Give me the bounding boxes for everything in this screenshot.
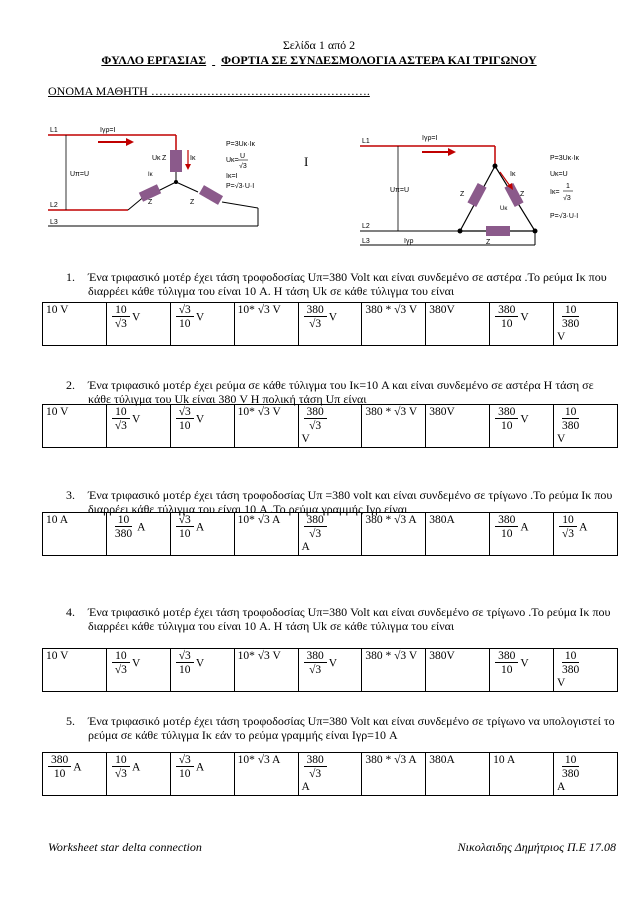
option-fraction: [176, 754, 194, 781]
option-text: 10* √3 A: [237, 754, 281, 766]
footer-left: Worksheet star delta connection: [48, 840, 202, 854]
fraction-numerator: 10: [112, 304, 130, 317]
fraction-numerator: 10: [562, 754, 580, 767]
question-3-text: Ένα τριφασικό μοτέρ έχει τάση τροφοδοσίας Uπ =380 volt και είναι συνδεμένο σε τρίγωνο .Το ρεύμα Iκ που διαρρέει κάθε τύλιγμα του είναι 10 A .Το ρεύμα γραμμής Iγρ είναι: [88, 488, 613, 516]
option-unit: V: [520, 657, 529, 670]
fraction-denominator: 380: [114, 528, 133, 540]
fraction-numerator: 10: [112, 406, 130, 419]
option-unit: V: [131, 311, 141, 324]
question-3-options: [42, 512, 618, 556]
option-unit: A: [520, 521, 529, 534]
option-text: 380V: [429, 406, 455, 418]
delta-l1-label: L1: [362, 138, 370, 145]
delta-up-label: Uπ=U: [390, 187, 410, 194]
fraction-numerator: 380: [304, 406, 327, 419]
option-fraction: [495, 406, 518, 433]
answer-option[interactable]: [170, 753, 234, 796]
fraction-denominator: 10: [501, 420, 513, 432]
answer-option[interactable]: [43, 513, 107, 556]
option-fraction: [559, 304, 582, 331]
answer-option[interactable]: [106, 753, 170, 796]
answer-option[interactable]: [426, 649, 490, 692]
answer-option[interactable]: [106, 303, 170, 346]
option-text: 10* √3 V: [237, 406, 281, 418]
answer-option[interactable]: [426, 753, 490, 796]
fraction-denominator: 10: [501, 664, 513, 676]
option-text: 10 A: [493, 754, 516, 766]
answer-option[interactable]: [170, 303, 234, 346]
answer-option[interactable]: [43, 303, 107, 346]
answer-option[interactable]: [298, 753, 362, 796]
option-fraction: [112, 650, 130, 677]
option-fraction: [176, 304, 194, 331]
option-fraction: [176, 406, 194, 433]
option-unit: V: [557, 677, 566, 689]
fraction-denominator: √3: [309, 768, 322, 780]
option-text: 380 * √3 A: [365, 754, 417, 766]
answer-option[interactable]: [554, 405, 618, 448]
fraction-denominator: 380: [562, 420, 580, 432]
question-4-text: Ένα τριφασικό μοτέρ έχει τάση τροφοδοσίας Uπ=380 Volt και είναι συνδεμένο σε τρίγωνο .Το ρεύμα Iκ που διαρρέει κάθε τύλιγμα του είναι 10 A. Η τάση Uk σε κάθε τύλιγμα του είναι: [88, 605, 611, 633]
option-fraction: [304, 650, 327, 677]
option-fraction: [304, 514, 327, 541]
answer-option[interactable]: [554, 649, 618, 692]
option-unit: V: [520, 311, 529, 324]
fraction-denominator: √3: [309, 664, 322, 676]
svg-text:√3: √3: [563, 195, 571, 202]
option-fraction: [495, 650, 518, 677]
option-unit: A: [301, 541, 310, 553]
question-5-text: Ένα τριφασικό μοτέρ έχει τάση τροφοδοσίας Uπ=380 Volt και είναι συνδεμένο σε τρίγωνο να υπολογιστεί το ρεύμα σε κάθε τύλιγμα Iκ εάν το ρεύμα γραμμής είναι Iγρ=10 A: [88, 714, 615, 742]
answer-option[interactable]: [362, 405, 426, 448]
star-up-label: Uπ=U: [70, 171, 90, 178]
answer-option[interactable]: [106, 405, 170, 448]
option-unit: A: [73, 761, 82, 774]
question-5: 5. Ένα τριφασικό μοτέρ έχει τάση τροφοδοσίας Uπ=380 Volt και είναι συνδεμένο σε τρίγωνο να υπολογιστεί το ρεύμα σε κάθε τύλιγμα Iκ εάν το ρεύμα γραμμής είναι Iγρ=10 A: [66, 714, 615, 742]
delta-z3-label: Z: [486, 239, 491, 246]
option-fraction: [559, 650, 582, 677]
option-unit: V: [328, 657, 338, 670]
fraction-numerator: √3: [176, 304, 194, 317]
option-fraction: [559, 406, 582, 433]
fraction-numerator: √3: [176, 650, 194, 663]
question-4: 4. Ένα τριφασικό μοτέρ έχει τάση τροφοδοσίας Uπ=380 Volt και είναι συνδεμένο σε τρίγωνο .Το ρεύμα Iκ που διαρρέει κάθε τύλιγμα του είναι 10 A. Η τάση Uk σε κάθε τύλιγμα του είναι: [48, 605, 616, 633]
answer-option[interactable]: [490, 405, 554, 448]
option-text: 380V: [429, 304, 455, 316]
option-text: 10 A: [46, 514, 69, 526]
answer-option[interactable]: [490, 649, 554, 692]
option-text: 10 V: [46, 406, 69, 418]
star-ik-label: Iκ: [190, 155, 196, 162]
answer-option[interactable]: [234, 405, 298, 448]
fraction-numerator: 380: [495, 304, 518, 317]
delta-ik-label: Iκ: [510, 171, 516, 178]
answer-option[interactable]: [234, 303, 298, 346]
option-text: 10* √3 A: [237, 514, 281, 526]
fraction-numerator: 380: [304, 304, 327, 317]
question-3: 3. Ένα τριφασικό μοτέρ έχει τάση τροφοδοσίας Uπ =380 volt και είναι συνδεμένο σε τρίγωνο .Το ρεύμα Iκ που διαρρέει κάθε τύλιγμα του είναι 10 A .Το ρεύμα γραμμής Iγρ είναι: [48, 488, 616, 516]
question-1: 1. Ένα τριφασικό μοτέρ έχει τάση τροφοδοσίας Uπ=380 Volt και είναι συνδεμένο σε αστέρα .Το ρεύμα Iκ που διαρρέει κάθε τύλιγμα του είναι 10 A. Η τάση Uk σε κάθε τύλιγμα του είναι: [48, 270, 616, 298]
star-z2-label: Z: [148, 199, 153, 206]
star-uk-label: Uκ: [152, 155, 161, 162]
answer-option[interactable]: [490, 513, 554, 556]
star-ik-small-label: Iκ: [148, 172, 153, 178]
fraction-numerator: 380: [304, 514, 327, 527]
fraction-numerator: 10: [112, 754, 130, 767]
option-text: 380 * √3 V: [365, 406, 418, 418]
option-unit: V: [557, 433, 566, 445]
delta-igr-label: Iγρ: [404, 238, 414, 245]
answer-option[interactable]: [298, 649, 362, 692]
fraction-denominator: 380: [562, 318, 580, 330]
fraction-denominator: 380: [562, 664, 580, 676]
answer-option[interactable]: [362, 303, 426, 346]
fraction-numerator: √3: [176, 514, 194, 527]
option-unit: A: [301, 781, 310, 793]
star-coil-3: [199, 185, 223, 205]
fraction-numerator: 10: [562, 304, 580, 317]
answer-option[interactable]: [170, 649, 234, 692]
fraction-denominator: 10: [179, 768, 191, 780]
svg-text:√3: √3: [239, 163, 247, 170]
option-text: 380V: [429, 650, 455, 662]
answer-option[interactable]: [234, 649, 298, 692]
option-fraction: [304, 304, 327, 331]
answer-option[interactable]: [554, 303, 618, 346]
question-2: 2. Ένα τριφασικό μοτέρ έχει ρεύμα σε κάθε τύλιγμα του Iκ=10 A και είναι συνδεμένο σε αστέρα Η τάση σε κάθε τύλιγμα του Uk είναι 380 V Η πολική τάση Uπ είναι: [48, 378, 616, 406]
answer-option[interactable]: [298, 405, 362, 448]
worksheet-title: [0, 53, 638, 68]
answer-option[interactable]: [170, 513, 234, 556]
option-fraction: [112, 754, 130, 781]
fraction-numerator: 380: [48, 754, 71, 767]
star-line-current-label: Iγρ=I: [100, 127, 116, 134]
option-fraction: [559, 514, 577, 541]
delta-formula-uk: Uκ=U: [550, 171, 568, 178]
option-text: 380A: [429, 754, 455, 766]
option-unit: V: [328, 311, 338, 324]
title-right: ΦΟΡΤΙΑ ΣΕ ΣΥΝΔΕΣΜΟΛΟΓΙΑ ΑΣΤΕΡΑ ΚΑΙ ΤΡΙΓΩΝΟΥ: [221, 53, 537, 67]
question-4-options: [42, 648, 618, 692]
star-formula-uk: Uκ=: [226, 157, 239, 164]
figure-separator: I: [304, 154, 309, 169]
delta-formula-power-line: P=√3·U·I: [550, 213, 579, 220]
option-fraction: [112, 406, 130, 433]
fraction-denominator: √3: [114, 664, 127, 676]
fraction-numerator: √3: [176, 754, 194, 767]
fraction-numerator: 380: [495, 514, 518, 527]
option-fraction: [112, 304, 130, 331]
delta-coil-1: [467, 183, 486, 207]
fraction-numerator: √3: [176, 406, 194, 419]
question-1-options: [42, 302, 618, 346]
delta-connection-diagram: [360, 124, 630, 252]
option-fraction: [304, 754, 327, 781]
answer-option[interactable]: [554, 513, 618, 556]
star-z3-label: Z: [190, 199, 195, 206]
svg-text:1: 1: [566, 183, 570, 190]
answer-option[interactable]: [298, 303, 362, 346]
option-unit: A: [137, 521, 146, 534]
fraction-numerator: 10: [562, 406, 580, 419]
option-unit: V: [131, 413, 141, 426]
answer-option[interactable]: [106, 649, 170, 692]
fraction-denominator: √3: [309, 420, 322, 432]
delta-line-current-label: Iγρ=I: [422, 135, 438, 142]
delta-l2-label: L2: [362, 223, 370, 230]
option-unit: V: [301, 433, 310, 445]
answer-option[interactable]: [234, 753, 298, 796]
option-text: 380 * √3 V: [365, 304, 418, 316]
answer-option[interactable]: [234, 513, 298, 556]
fraction-numerator: 10: [562, 650, 580, 663]
answer-option[interactable]: [362, 753, 426, 796]
fraction-numerator: 380: [495, 406, 518, 419]
option-text: 380 * √3 A: [365, 514, 417, 526]
option-unit: V: [520, 413, 529, 426]
star-l2-label: L2: [50, 202, 58, 209]
fraction-denominator: √3: [309, 318, 322, 330]
fraction-denominator: 10: [179, 664, 191, 676]
option-fraction: [495, 514, 518, 541]
fraction-denominator: 380: [562, 768, 580, 780]
fraction-denominator: √3: [114, 768, 127, 780]
option-unit: A: [579, 521, 588, 534]
option-unit: V: [131, 657, 141, 670]
answer-option[interactable]: [490, 303, 554, 346]
answer-option[interactable]: [426, 405, 490, 448]
fraction-numerator: 10: [115, 514, 133, 527]
answer-option[interactable]: [43, 405, 107, 448]
fraction-denominator: 10: [501, 528, 513, 540]
fraction-denominator: √3: [562, 528, 575, 540]
star-l1-label: L1: [50, 127, 58, 134]
option-fraction: [176, 514, 194, 541]
delta-formula-ik: Iκ=: [550, 189, 560, 196]
fraction-denominator: 10: [179, 420, 191, 432]
fraction-denominator: √3: [114, 318, 127, 330]
answer-option[interactable]: [426, 513, 490, 556]
delta-l3-label: L3: [362, 238, 370, 245]
option-unit: V: [195, 311, 205, 324]
option-unit: A: [195, 521, 205, 534]
fraction-numerator: 380: [495, 650, 518, 663]
question-1-text: Ένα τριφασικό μοτέρ έχει τάση τροφοδοσίας Uπ=380 Volt και είναι συνδεμένο σε αστέρα .Το ρεύμα Iκ που διαρρέει κάθε τύλιγμα του είναι 10 A. Η τάση Uk σε κάθε τύλιγμα του είναι: [88, 270, 607, 298]
option-fraction: [559, 754, 582, 781]
answer-option[interactable]: [362, 649, 426, 692]
answer-option[interactable]: [43, 753, 107, 796]
student-name-field: ΟΝΟΜΑ ΜΑΘΗΤΗ ……………………………………………….: [48, 84, 370, 98]
star-l3-label: L3: [50, 219, 58, 226]
fraction-denominator: 10: [179, 318, 191, 330]
fraction-denominator: 10: [53, 768, 66, 780]
option-fraction: [495, 304, 518, 331]
option-unit: V: [195, 657, 205, 670]
star-z1-label: Z: [162, 155, 167, 162]
page-label: Σελίδα 1 από 2: [282, 38, 356, 52]
delta-coil-3: [486, 226, 510, 236]
question-5-options: [42, 752, 618, 796]
fraction-numerator: 10: [559, 514, 577, 527]
answer-option[interactable]: [426, 303, 490, 346]
answer-option[interactable]: [554, 753, 618, 796]
option-fraction: [304, 406, 327, 433]
option-fraction: [48, 754, 71, 781]
title-left: ΦΥΛΛΟ ΕΡΓΑΣΙΑΣ: [101, 53, 207, 67]
fraction-numerator: 380: [304, 754, 327, 767]
question-2-text: Ένα τριφασικό μοτέρ έχει ρεύμα σε κάθε τύλιγμα του Iκ=10 A και είναι συνδεμένο σε αστέρα Η τάση σε κάθε τύλιγμα του Uk είναι 380 V Η πολική τάση Uπ είναι: [88, 378, 594, 406]
answer-option[interactable]: [106, 513, 170, 556]
star-formula-power-line: P=√3·U·I: [226, 183, 255, 190]
option-text: 380A: [429, 514, 455, 526]
option-text: 10* √3 V: [237, 304, 281, 316]
star-formula-ik: Iκ=I: [226, 173, 238, 180]
fraction-denominator: 10: [179, 528, 191, 540]
svg-text:U: U: [240, 153, 246, 160]
option-text: 10 V: [46, 650, 69, 662]
answer-option[interactable]: [43, 649, 107, 692]
answer-option[interactable]: [490, 753, 554, 796]
star-coil-1: [170, 150, 182, 172]
fraction-denominator: √3: [309, 528, 322, 540]
answer-option[interactable]: [362, 513, 426, 556]
star-connection-diagram: [48, 120, 288, 235]
option-fraction: [176, 650, 194, 677]
fraction-numerator: 380: [304, 650, 327, 663]
delta-z2-label: Z: [520, 191, 525, 198]
star-formula-power: P=3Uκ·Iκ: [226, 141, 255, 148]
delta-formula-power: P=3Uκ·Iκ: [550, 155, 579, 162]
option-unit: V: [195, 413, 205, 426]
option-text: 380 * √3 V: [365, 650, 418, 662]
question-2-options: [42, 404, 618, 448]
answer-option[interactable]: [170, 405, 234, 448]
delta-uk-label: Uκ: [500, 206, 508, 212]
fraction-numerator: 10: [112, 650, 130, 663]
option-fraction: [112, 514, 135, 541]
option-text: 10 V: [46, 304, 69, 316]
option-unit: A: [131, 761, 141, 774]
option-unit: A: [195, 761, 205, 774]
option-unit: V: [557, 331, 566, 343]
footer-right: Νικολαιδης Δημήτριος Π.Ε 17.08: [457, 840, 616, 854]
option-unit: A: [557, 781, 566, 793]
answer-option[interactable]: [298, 513, 362, 556]
fraction-denominator: √3: [114, 420, 127, 432]
fraction-denominator: 10: [501, 318, 513, 330]
delta-z1-label: Z: [460, 191, 465, 198]
option-text: 10* √3 V: [237, 650, 281, 662]
